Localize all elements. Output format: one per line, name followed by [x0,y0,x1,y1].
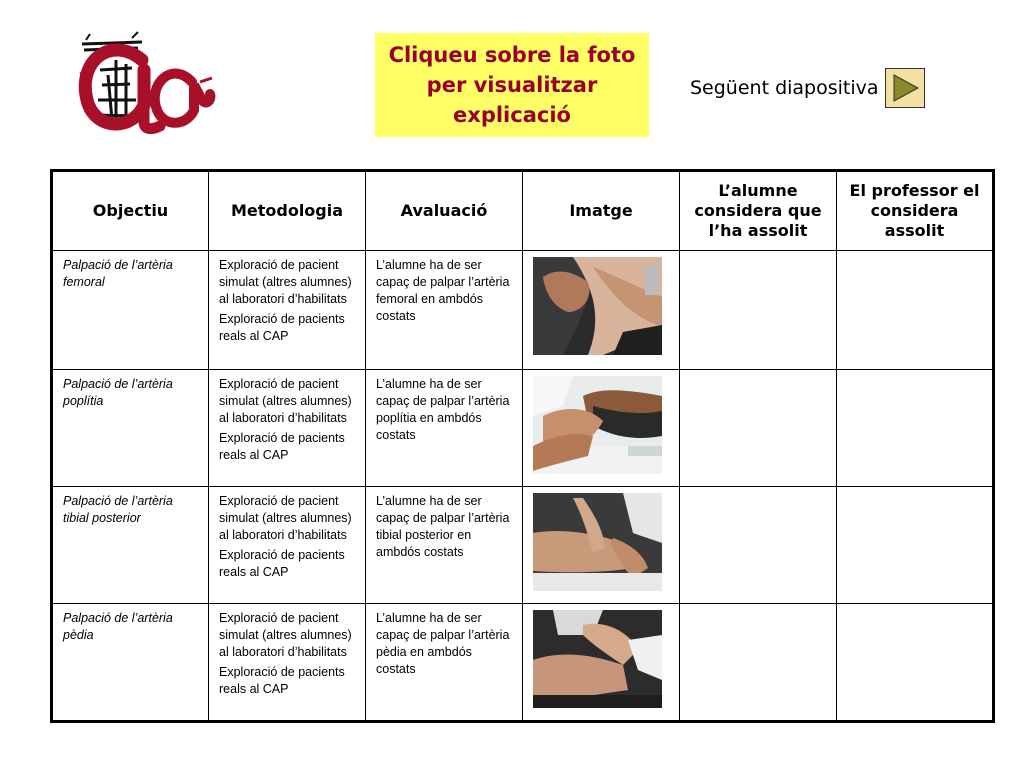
objective-cell: Palpació de l’artèria pèdia [52,604,209,722]
header-student-achieved: L’alumne considera que l’ha assolit [680,171,837,251]
teacher-check-cell[interactable] [837,251,994,370]
next-slide-control [690,67,925,109]
play-triangle-icon [890,73,920,103]
student-check-cell[interactable] [680,487,837,604]
evaluation-cell: L’alumne ha de ser capaç de palpar l’artèria tibial posterior en ambdós costats [366,487,523,604]
evaluation-cell: L’alumne ha de ser capaç de palpar l’artèria femoral en ambdós costats [366,251,523,370]
pedal-palpation-photo[interactable] [533,610,662,708]
table-row [52,487,994,604]
table-row [52,251,994,370]
femoral-palpation-photo[interactable] [533,257,662,355]
methodology-lab: Exploració de pacient simulat (altres alumnes) al laboratori d’habilitats [219,258,352,306]
header-objective: Objectiu [52,171,209,251]
student-check-cell[interactable] [680,370,837,487]
student-check-cell[interactable] [680,604,837,722]
objective-cell: Palpació de l’artèria poplítia [52,370,209,487]
methodology-lab: Exploració de pacient simulat (altres alumnes) al laboratori d’habilitats [219,377,352,425]
image-cell [523,487,680,604]
evaluation-cell: L’alumne ha de ser capaç de palpar l’artèria poplítia en ambdós costats [366,370,523,487]
table-row [52,604,994,722]
methodology-lab: Exploració de pacient simulat (altres alumnes) al laboratori d’habilitats [219,494,352,542]
teacher-check-cell[interactable] [837,370,994,487]
table-row [52,370,994,487]
table-header-row [52,171,994,251]
evaluation-cell: L’alumne ha de ser capaç de palpar l’artèria pèdia en ambdós costats [366,604,523,722]
objectives-table [50,169,995,723]
student-check-cell[interactable] [680,251,837,370]
posterior-tibial-palpation-photo[interactable] [533,493,662,591]
image-cell [523,604,680,722]
next-slide-label[interactable]: Següent diapositiva [690,77,879,99]
methodology-cap: Exploració de pacients reals al CAP [219,431,345,462]
methodology-cap: Exploració de pacients reals al CAP [219,312,345,343]
next-slide-button[interactable] [885,68,925,108]
objective-cell: Palpació de l’artèria tibial posterior [52,487,209,604]
teacher-check-cell[interactable] [837,604,994,722]
methodology-cell [209,487,366,604]
objective-cell: Palpació de l’artèria femoral [52,251,209,370]
methodology-lab: Exploració de pacient simulat (altres alumnes) al laboratori d’habilitats [219,611,352,659]
image-cell [523,370,680,487]
header-teacher-achieved: El professor el considera assolit [837,171,994,251]
header-evaluation: Avaluació [366,171,523,251]
popliteal-palpation-photo[interactable] [533,376,662,474]
methodology-cell [209,370,366,487]
hint-box: Cliqueu sobre la foto per visualitzar explicació [375,33,649,137]
university-logo [72,30,217,140]
methodology-cap: Exploració de pacients reals al CAP [219,665,345,696]
teacher-check-cell[interactable] [837,487,994,604]
header-image: Imatge [523,171,680,251]
methodology-cell [209,251,366,370]
header-methodology: Metodologia [209,171,366,251]
methodology-cap: Exploració de pacients reals al CAP [219,548,345,579]
image-cell [523,251,680,370]
methodology-cell [209,604,366,722]
